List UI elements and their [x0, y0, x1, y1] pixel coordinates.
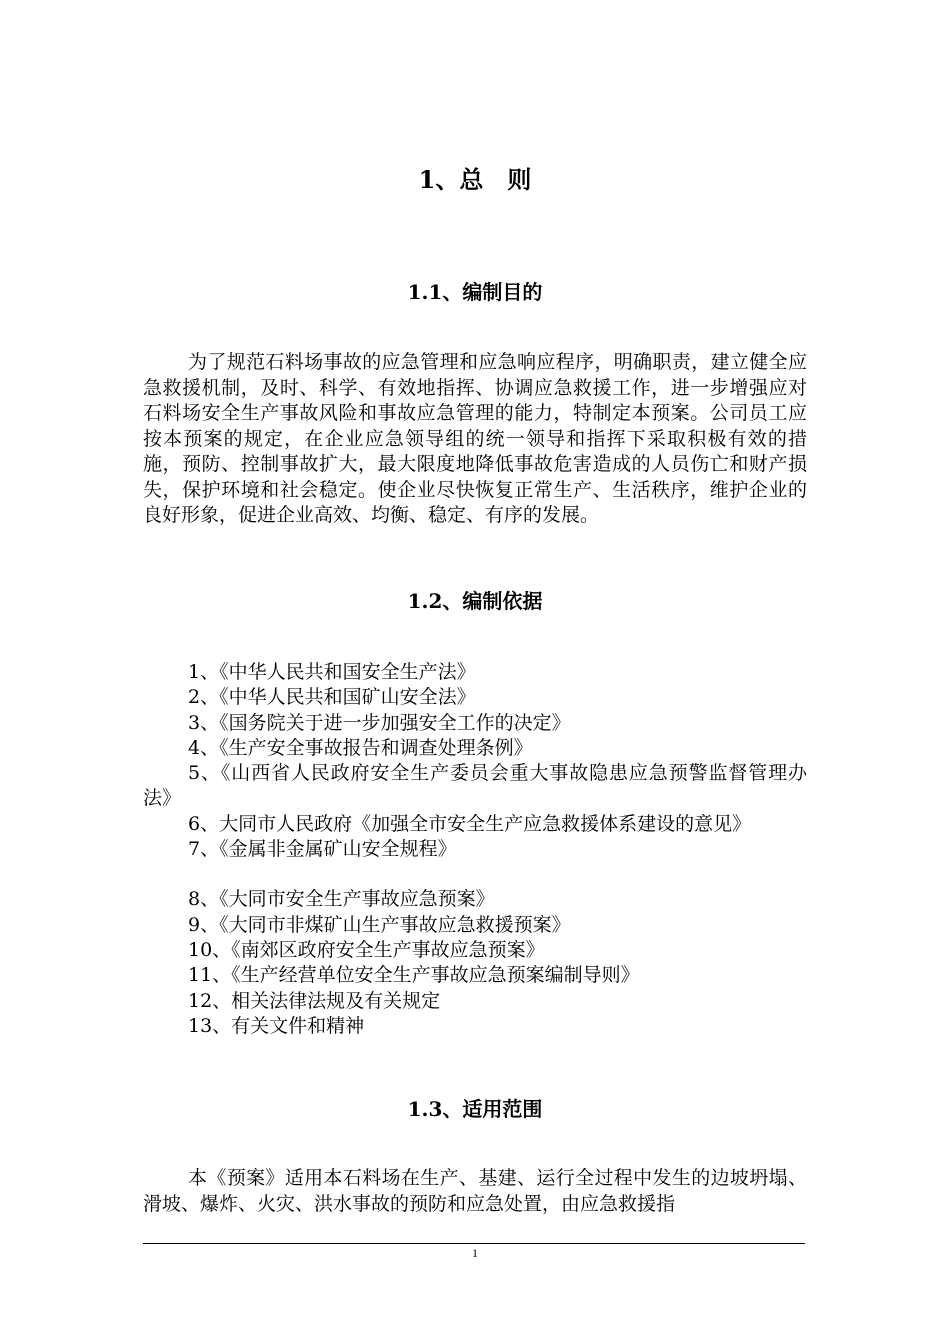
list-item: 7、《金属非金属矿山安全规程》	[188, 838, 457, 861]
section-heading-basis: 1.2、编制依据	[407, 589, 543, 613]
chapter-title: 1、总 则	[418, 165, 532, 194]
list-gap	[143, 862, 807, 887]
purpose-paragraph: 为了规范石料场事故的应急管理和应急响应程序，明确职责，建立健全应急救援机制，及时、科学、有效地指挥、协调应急救援工作，进一步增强应对石料场安全生产事故风险和事故应急管理的能力，特制定本预案。公司员工应按本预案的规定，在企业应急领导组的统一领导和指挥下采取积极有效的措施，预防、控制事故扩大，最大限度地降低事故危害造成的人员伤亡和财产损失，保护环境和社会稳定。使企业尽快恢复正常生产、生活秩序，维护企业的良好形象，促进企业高效、均衡、稳定、有序的发展。	[143, 351, 807, 526]
list-item: 12、相关法律法规及有关规定	[188, 989, 441, 1012]
list-item: 2、《中华人民共和国矿山安全法》	[188, 686, 476, 709]
list-item: 9、《大同市非煤矿山生产事故应急救援预案》	[188, 913, 571, 936]
list-item: 4、《生产安全事故报告和调查处理条例》	[188, 736, 533, 759]
list-item: 6、大同市人民政府《加强全市安全生产应急救援体系建设的意见》	[188, 812, 752, 835]
list-item: 3、《国务院关于进一步加强安全工作的决定》	[188, 711, 571, 734]
list-item: 11、《生产经营单位安全生产事故应急预案编制导则》	[188, 964, 640, 987]
scope-paragraph: 本《预案》适用本石料场在生产、基建、运行全过程中发生的边坡坍塌、滑坡、爆炸、火灾、洪水事故的预防和应急处置，由应急救援指	[143, 1167, 807, 1215]
list-item: 8、《大同市安全生产事故应急预案》	[188, 888, 495, 911]
list-item: 13、有关文件和精神	[188, 1014, 365, 1037]
basis-list	[143, 660, 807, 1039]
section-heading-scope: 1.3、适用范围	[407, 1097, 543, 1121]
section-heading-purpose: 1.1、编制目的	[407, 280, 543, 304]
footer-divider	[143, 1243, 805, 1244]
list-item: 10、《南郊区政府安全生产事故应急预案》	[188, 938, 545, 961]
list-item: 5、《山西省人民政府安全生产委员会重大事故隐患应急预警监督管理办法》	[143, 762, 807, 810]
list-item: 1、《中华人民共和国安全生产法》	[188, 661, 476, 683]
page-number: 1	[472, 1246, 478, 1260]
